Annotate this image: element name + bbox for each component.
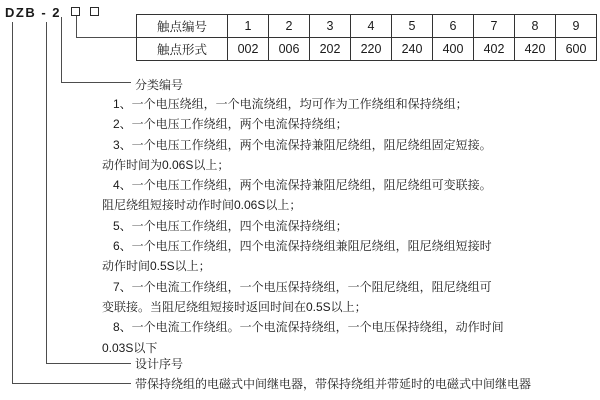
classification-item: 6、一个电压工作绕组，四个电流保持绕组兼阻尼绕组，阻尼绕组短接时 [113,239,492,254]
classification-item: 4、一个电压工作绕组，两个电流保持兼阻尼绕组，阻尼绕组可变联接。 [113,178,492,193]
classification-item: 7、一个电流工作绕组，一个电压保持绕组，一个阻尼绕组，阻尼绕组可 [113,279,492,294]
contact-form-cell: 240 [392,38,433,61]
row-header-contact-form: 触点形式 [137,38,228,61]
classification-item: 1、一个电压绕组，一个电流绕组，均可作为工作绕组和保持绕组； [113,97,468,111]
contact-form-cell: 400 [433,38,474,61]
table-row-contact-numbers [137,15,597,38]
contact-number-cell: 9 [556,15,597,38]
contact-number-cell: 7 [474,15,515,38]
contact-forms-table [136,14,597,61]
model-code-text: DZB - 2 [5,5,61,20]
placeholder-box-1 [71,7,80,16]
contact-form-cell: 006 [269,38,310,61]
contact-form-cell: 600 [556,38,597,61]
callout-line-contact-table [76,16,136,38]
classification-item-continuation: 变联接。当阻尼绕组短接时返回时间在0.5S以上； [102,299,367,314]
contact-number-cell: 6 [433,15,474,38]
classification-item: 8、一个电流工作绕组。一个电流保持绕组，一个电压保持绕组，动作时间 [113,320,504,335]
contact-number-cell: 3 [310,15,351,38]
contact-form-cell: 402 [474,38,515,61]
contact-number-cell: 4 [351,15,392,38]
classification-item: 2、一个电压工作绕组，两个电流保持绕组； [113,117,348,132]
classification-item-continuation: 0.03S以下 [102,340,158,355]
contact-form-cell: 420 [515,38,556,61]
contact-number-cell: 5 [392,15,433,38]
classification-item-continuation: 阻尼绕组短接时动作时间0.06S以上； [102,198,302,213]
classification-item: 3、一个电压工作绕组，两个电流保持兼阻尼绕组，阻尼绕组固定短接。 [113,137,492,152]
contact-form-cell: 002 [228,38,269,61]
classification-item: 5、一个电压工作绕组，四个电流保持绕组； [113,218,348,233]
contact-number-cell: 8 [515,15,556,38]
classification-list [0,94,504,358]
row-header-contact-number: 触点编号 [137,15,228,38]
contact-number-cell: 1 [228,15,269,38]
relay-description-label: 带保持绕组的电磁式中间继电器，带保持绕组并带延时的电磁式中间继电器 [135,377,532,391]
classification-item-continuation: 动作时间0.5S以上； [102,259,211,274]
placeholder-box-2 [90,7,99,16]
contact-form-cell: 202 [310,38,351,61]
classification-item-continuation: 动作时间为0.06S以上； [102,157,230,172]
contact-form-cell: 220 [351,38,392,61]
design-serial-label: 设计序号 [135,357,184,371]
contact-number-cell: 2 [269,15,310,38]
classification-label: 分类编号 [135,78,184,92]
table-row-contact-forms [137,38,597,61]
